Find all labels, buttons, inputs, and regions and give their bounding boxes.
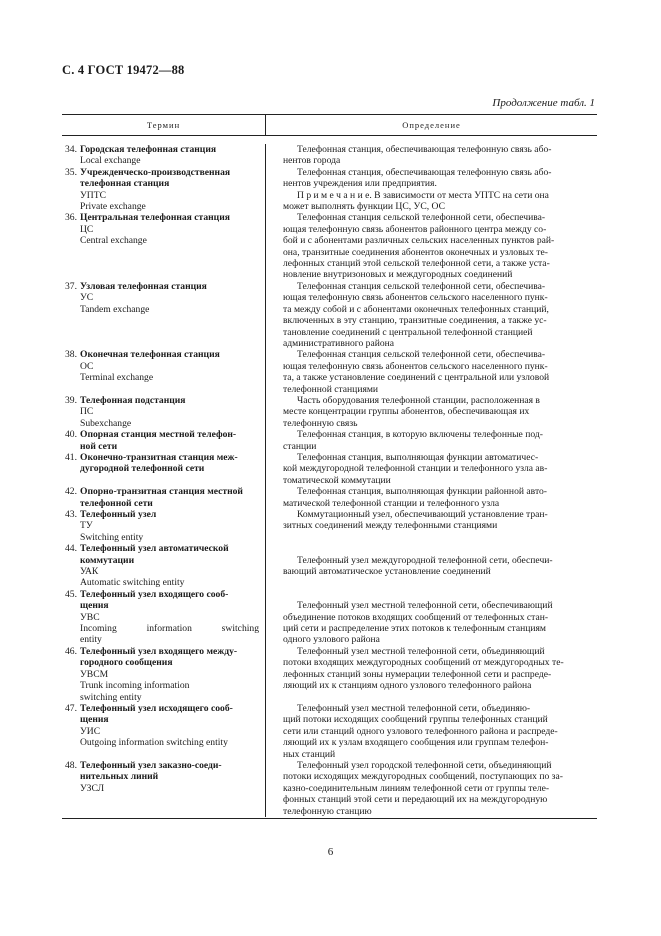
definition-line: матической телефонной станции и телефонного узла xyxy=(283,497,500,509)
term-cell xyxy=(62,167,265,213)
term-cell xyxy=(62,212,265,280)
term-name: Телефонный узел исходящего сооб- xyxy=(80,702,233,714)
term-abbreviation: УС xyxy=(80,292,94,304)
term-abbreviation: УИС xyxy=(80,725,101,737)
table-row xyxy=(62,486,597,509)
term-translation: Automatic switching entity xyxy=(80,577,185,589)
term-name: ной сети xyxy=(80,440,118,452)
term-cell xyxy=(62,760,265,817)
definition-line: может выполнять функции ЦС, УС, ОС xyxy=(283,201,445,213)
definition-line: Телефонный узел местной телефонной сети, объединяющий xyxy=(297,645,545,657)
definition-line: административного района xyxy=(283,337,395,349)
column-divider xyxy=(265,144,266,817)
term-abbreviation: УАК xyxy=(80,566,99,578)
term-cell xyxy=(62,349,265,395)
term-name: телефонная станция xyxy=(80,178,170,190)
definition-line: тановление соединений с центральной телефонной станцией xyxy=(283,326,533,338)
definition-line: Телефонная станция сельской телефонной сети, обеспечива- xyxy=(297,212,546,224)
table-row xyxy=(62,429,597,452)
definition-line: включенных в эту станцию, транзитные соединения, а также ус- xyxy=(283,315,547,327)
term-number: 47. xyxy=(65,702,77,714)
definition-line: Часть оборудования телефонной станции, расположенная в xyxy=(297,394,540,406)
definition-cell xyxy=(265,349,597,395)
definition-line: вающий автоматическое установление соединений xyxy=(283,566,491,578)
term-cell xyxy=(62,486,265,509)
page-number: 6 xyxy=(327,846,334,858)
term-abbreviation: УВС xyxy=(80,611,100,623)
term-line xyxy=(80,771,259,782)
definition-line: щий потоки исходящих сообщений группы телефонных станций xyxy=(283,714,548,726)
term-line xyxy=(65,645,259,657)
term-name: Телефонная подстанция xyxy=(80,394,186,406)
definition-line: потоки входящих междугородных сообщений от междугородных те- xyxy=(283,657,564,669)
term-name: Опорная станция местной телефон- xyxy=(80,429,237,441)
table-row xyxy=(62,212,597,280)
term-cell xyxy=(62,429,265,452)
definition-line: сети или станций одного узлового телефонного района и распреде- xyxy=(283,725,558,737)
definition-line: Телефонная станция, обеспечивающая телефонную связь або- xyxy=(297,166,552,178)
term-name: Оконечно-транзитная станция меж- xyxy=(80,451,238,463)
term-line xyxy=(80,600,259,611)
table-row xyxy=(62,589,597,646)
table-body xyxy=(62,144,597,817)
term-translation: Outgoing information switching entity xyxy=(80,737,228,749)
definition-line: ющая телефонную связь абонентов сельского населенного пунк- xyxy=(283,360,548,372)
term-name: Телефонный узел заказно-соеди- xyxy=(80,759,222,771)
term-line xyxy=(65,543,259,555)
term-line xyxy=(80,463,259,474)
table-continuation-note: Продолжение табл. 1 xyxy=(492,97,595,109)
term-number: 44. xyxy=(65,543,77,555)
table-row xyxy=(62,543,597,589)
term-line xyxy=(65,509,259,520)
definition-cell xyxy=(265,281,597,349)
definition-cell xyxy=(265,509,597,543)
definition-line: Телефонный узел местной телефонной сети, обеспечивающий xyxy=(297,600,553,612)
term-translation: Local exchange xyxy=(80,155,141,167)
table-row xyxy=(62,349,597,395)
definition-line: нентов учреждения или предприятия. xyxy=(283,178,437,190)
term-name: дугородной телефонной сети xyxy=(80,463,205,475)
definition-line: Телефонный узел городской телефонной сети, объединяющий xyxy=(297,759,552,771)
definition-line: Телефонная станция, выполняющая функции районной авто- xyxy=(297,486,548,498)
definition-line: новление внутризоновых и междугородных соединений xyxy=(283,269,513,281)
definition-cell xyxy=(265,212,597,280)
term-number: 41. xyxy=(65,451,77,463)
column-header-definition: Определение xyxy=(402,120,461,130)
table-header-rule xyxy=(62,135,597,136)
term-translation: entity xyxy=(80,634,102,646)
term-cell xyxy=(62,395,265,429)
term-abbreviation: УВСМ xyxy=(80,668,109,680)
definition-line: та между собой и с абонентами оконечных телефонных станций, xyxy=(283,303,549,315)
definition-line: Коммутационный узел, обеспечивающий установление тран- xyxy=(297,509,548,520)
definition-line: телефонной станциями xyxy=(283,383,379,395)
definition-line: П р и м е ч а н и е. В зависимости от места УПТС на сети она xyxy=(297,189,549,201)
term-name: Телефонный узел xyxy=(80,509,157,520)
term-name: Оконечная телефонная станция xyxy=(80,349,220,361)
term-name: телефонной сети xyxy=(80,497,153,509)
term-abbreviation: ОС xyxy=(80,360,94,372)
term-name: Опорно-транзитная станция местной xyxy=(80,486,243,498)
term-name: нительных линий xyxy=(80,771,159,783)
term-number: 45. xyxy=(65,588,77,600)
definition-line xyxy=(283,543,595,554)
term-number: 34. xyxy=(65,144,77,155)
term-translation: Subexchange xyxy=(80,417,132,429)
definition-line: Телефонная станция сельской телефонной сети, обеспечива- xyxy=(297,349,546,361)
term-cell xyxy=(62,281,265,349)
term-number: 39. xyxy=(65,394,77,406)
term-line xyxy=(80,657,259,668)
definition-line: Телефонный узел местной телефонной сети, объединяю- xyxy=(297,702,531,714)
term-name: щения xyxy=(80,600,109,612)
definition-line: телефонную связь xyxy=(283,417,358,429)
term-line xyxy=(65,394,259,406)
term-line xyxy=(80,498,259,509)
term-translation: Central exchange xyxy=(80,235,147,247)
definition-line: ющая телефонную связь абонентов районного центра между со- xyxy=(283,223,547,235)
definition-line: телефонную станцию xyxy=(283,805,372,817)
definition-line: Телефонный узел междугородной телефонной сети, обеспечи- xyxy=(297,554,553,566)
term-name: щения xyxy=(80,714,109,726)
term-name: Городская телефонная станция xyxy=(80,144,217,155)
term-abbreviation: ТУ xyxy=(80,520,93,532)
term-number: 36. xyxy=(65,212,77,224)
term-number: 40. xyxy=(65,429,77,441)
term-name: Узловая телефонная станция xyxy=(80,280,207,292)
definition-line: ющая телефонную связь абонентов сельского населенного пунк- xyxy=(283,292,548,304)
definition-line xyxy=(283,589,595,600)
definition-cell xyxy=(265,395,597,429)
definition-line: ляющий их к станциям одного узлового телефонного района xyxy=(283,680,532,692)
term-name: коммутации xyxy=(80,554,135,566)
term-cell xyxy=(62,452,265,486)
definition-line: бой и с абонентами различных сельских населенных пунктов рай- xyxy=(283,235,555,247)
definition-line: томатической коммутации xyxy=(283,474,391,486)
term-translation: Trunk incoming information xyxy=(80,680,190,692)
definition-line: лефонных станций зоны нумерации телефонной сети и распреде- xyxy=(283,668,552,680)
term-translation: Incoming information switching xyxy=(80,623,259,635)
term-cell xyxy=(62,543,265,589)
definition-line: она, транзитные соединения абонентов оконечных и узловых те- xyxy=(283,246,548,258)
term-number: 38. xyxy=(65,349,77,361)
term-cell xyxy=(62,589,265,646)
definition-line: ляющий их к узлам входящего сообщения или группам телефон- xyxy=(283,737,549,749)
definition-cell xyxy=(265,167,597,213)
definition-cell xyxy=(265,646,597,703)
term-line xyxy=(65,702,259,714)
table-row xyxy=(62,703,597,760)
term-translation: Private exchange xyxy=(80,201,146,213)
term-translation: Switching entity xyxy=(80,531,144,543)
definition-line: казно-соединительным линиям телефонной сети от группы теле- xyxy=(283,782,550,794)
table-row xyxy=(62,509,597,543)
term-number: 37. xyxy=(65,280,77,292)
table-row xyxy=(62,144,597,167)
term-number: 42. xyxy=(65,486,77,498)
term-cell xyxy=(62,703,265,760)
table-row xyxy=(62,281,597,349)
term-name: Центральная телефонная станция xyxy=(80,212,230,224)
column-header-term: Термин xyxy=(62,115,266,135)
term-line xyxy=(80,714,259,725)
definition-line: Телефонная станция, обеспечивающая телефонную связь або- xyxy=(297,144,552,155)
term-line xyxy=(65,212,259,224)
term-line xyxy=(65,349,259,361)
definition-line: одного узлового района xyxy=(283,634,380,646)
term-line xyxy=(65,451,259,463)
definition-cell xyxy=(265,452,597,486)
term-number: 48. xyxy=(65,759,77,771)
term-line xyxy=(80,555,259,566)
definition-line: кой междугородной телефонной станции и телефонного узла ав- xyxy=(283,463,548,475)
table-bottom-rule xyxy=(62,818,597,819)
definition-line: месте концентрации группы абонентов, обеспечивающая их xyxy=(283,406,530,418)
definition-cell xyxy=(265,144,597,167)
term-number: 46. xyxy=(65,645,77,657)
table-row xyxy=(62,452,597,486)
term-name: Телефонный узел входящего между- xyxy=(80,645,238,657)
term-translation: УЗСЛ xyxy=(80,782,105,794)
table-header-row xyxy=(62,115,597,135)
definition-cell xyxy=(265,543,597,589)
term-cell xyxy=(62,144,265,167)
definition-line: та, а также установление соединений с центральной или узловой xyxy=(283,372,550,384)
term-name: Телефонный узел автоматической xyxy=(80,543,229,555)
definition-line: Телефонная станция, выполняющая функции автоматичес- xyxy=(297,451,539,463)
definition-line: потоки исходящих междугородных сообщений, поступающих по за- xyxy=(283,771,563,783)
definition-line: Телефонная станция сельской телефонной сети, обеспечива- xyxy=(297,280,546,292)
definition-line: ций сети и распределение этих потоков к телефонным станциям xyxy=(283,623,546,635)
definition-cell xyxy=(265,429,597,452)
definition-line: станции xyxy=(283,440,317,452)
table-row xyxy=(62,395,597,429)
term-abbreviation: ПС xyxy=(80,406,94,418)
table-row xyxy=(62,760,597,817)
terms-table xyxy=(62,114,597,819)
term-line xyxy=(65,144,259,155)
term-cell xyxy=(62,509,265,543)
definition-cell xyxy=(265,760,597,817)
definition-line: ных станций xyxy=(283,748,336,760)
definition-line: объединение потоков входящих сообщений от телефонных стан- xyxy=(283,611,549,623)
term-line xyxy=(65,429,259,441)
definition-line: лефонных станций этой сельской телефонной сети, а также уста- xyxy=(283,258,550,270)
definition-cell xyxy=(265,703,597,760)
definition-cell xyxy=(265,486,597,509)
table-row xyxy=(62,646,597,703)
term-name: Телефонный узел входящего сооб- xyxy=(80,588,229,600)
definition-line: фонных станций этой сети и передающий их на междугородную xyxy=(283,794,548,806)
term-line xyxy=(80,178,259,189)
term-abbreviation: ЦС xyxy=(80,223,94,235)
term-abbreviation: УПТС xyxy=(80,189,106,201)
definition-line: зитных соединений между телефонными станциями xyxy=(283,520,498,532)
definition-cell xyxy=(265,589,597,646)
term-cell xyxy=(62,646,265,703)
term-line xyxy=(65,759,259,771)
definition-line: Телефонная станция, в которую включены телефонные под- xyxy=(297,429,543,441)
term-line xyxy=(65,588,259,600)
page-header: С. 4 ГОСТ 19472—88 xyxy=(62,63,185,77)
term-number: 43. xyxy=(65,509,77,520)
definition-line: нентов города xyxy=(283,155,341,167)
term-translation: switching entity xyxy=(80,691,142,703)
term-line xyxy=(65,486,259,498)
term-name: Учрежденческо-производственная xyxy=(80,166,231,178)
term-line xyxy=(80,441,259,452)
term-name: городного сообщения xyxy=(80,657,173,669)
term-number: 35. xyxy=(65,166,77,178)
term-translation: Terminal exchange xyxy=(80,372,154,384)
term-line xyxy=(65,166,259,178)
table-row xyxy=(62,167,597,213)
term-line xyxy=(65,280,259,292)
term-translation: Tandem exchange xyxy=(80,303,150,315)
